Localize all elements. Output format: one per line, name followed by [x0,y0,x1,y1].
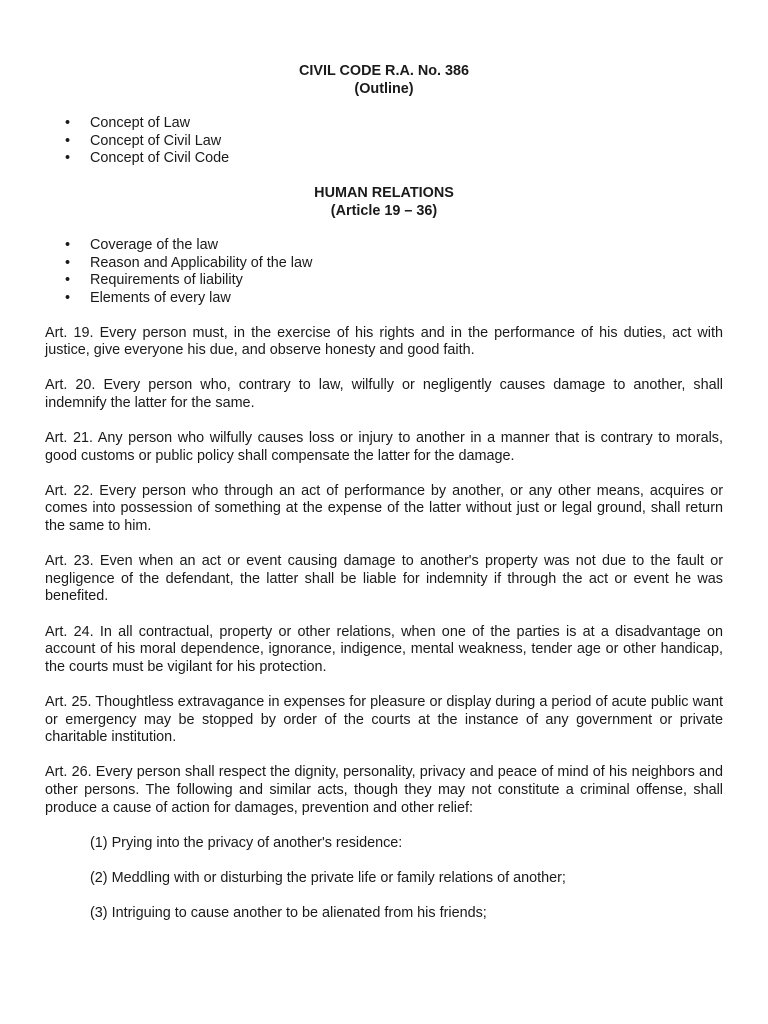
list-item: • Concept of Civil Law [65,132,222,149]
section-title-block [45,185,723,220]
bullet-icon: • [65,272,71,289]
list-item: • Concept of Law [65,115,190,132]
list-item: • Coverage of the law [65,237,218,254]
bullet-icon: • [65,115,71,132]
article-26: Art. 26. Every person shall respect the dignity, personality, privacy and peace of mind of his neighbors and other persons. The following and similar acts, though they may not constitute a criminal offense, shall produce a cause of action for damages, prevention and other relief: [45,764,723,816]
article-25: Art. 25. Thoughtless extravagance in expenses for pleasure or display during a period of acute public want or emergency may be stopped by order of the courts at the instance of any government or private charitable institution. [45,694,723,746]
document-subtitle: (Outline) [354,80,414,97]
article-19: Art. 19. Every person must, in the exercise of his rights and in the performance of his duties, act with justice, give everyone his due, and observe honesty and good faith. [45,324,723,359]
article-20: Art. 20. Every person who, contrary to law, wilfully or negligently causes damage to another, shall indemnify the latter for the same. [45,377,723,411]
section-bullet-list [45,237,723,307]
article-26-item-2: (2) Meddling with or disturbing the private life or family relations of another; [90,869,566,886]
article-22: Art. 22. Every person who through an act of performance by another, or any other means, acquires or comes into possession of something at the expense of the latter without just or legal ground, shall return the same to him. [45,482,723,535]
document-page [45,63,723,923]
list-item: • Concept of Civil Code [65,150,230,167]
bullet-icon: • [65,237,71,254]
intro-bullet-list [45,115,723,168]
bullet-icon: • [65,132,71,149]
bullet-icon: • [65,254,71,271]
bullet-icon: • [65,150,71,167]
document-title-block [45,63,723,98]
document-title: CIVIL CODE R.A. No. 386 [298,63,470,79]
article-24: Art. 24. In all contractual, property or other relations, when one of the parties is at a disadvantage on account of his moral dependence, ignorance, indigence, mental weakness, tender age or other handicap, the courts must be vigilant for his protection. [45,623,723,675]
article-23: Art. 23. Even when an act or event causing damage to another's property was not due to the fault or negligence of the defendant, the latter shall be liable for indemnity if through the act or event he was benefited. [45,553,723,605]
bullet-icon: • [65,289,71,306]
section-title: HUMAN RELATIONS [314,184,454,201]
section-subtitle: (Article 19 – 36) [330,202,438,219]
list-item: • Reason and Applicability of the law [65,254,313,271]
article-21: Art. 21. Any person who wilfully causes loss or injury to another in a manner that is contrary to morals, good customs or public policy shall compensate the latter for the damage. [45,430,723,464]
list-item: • Requirements of liability [65,272,243,289]
list-item: • Elements of every law [65,289,231,306]
article-26-item-3: (3) Intriguing to cause another to be alienated from his friends; [90,905,487,922]
article-26-item-1: (1) Prying into the privacy of another's residence: [90,834,403,851]
